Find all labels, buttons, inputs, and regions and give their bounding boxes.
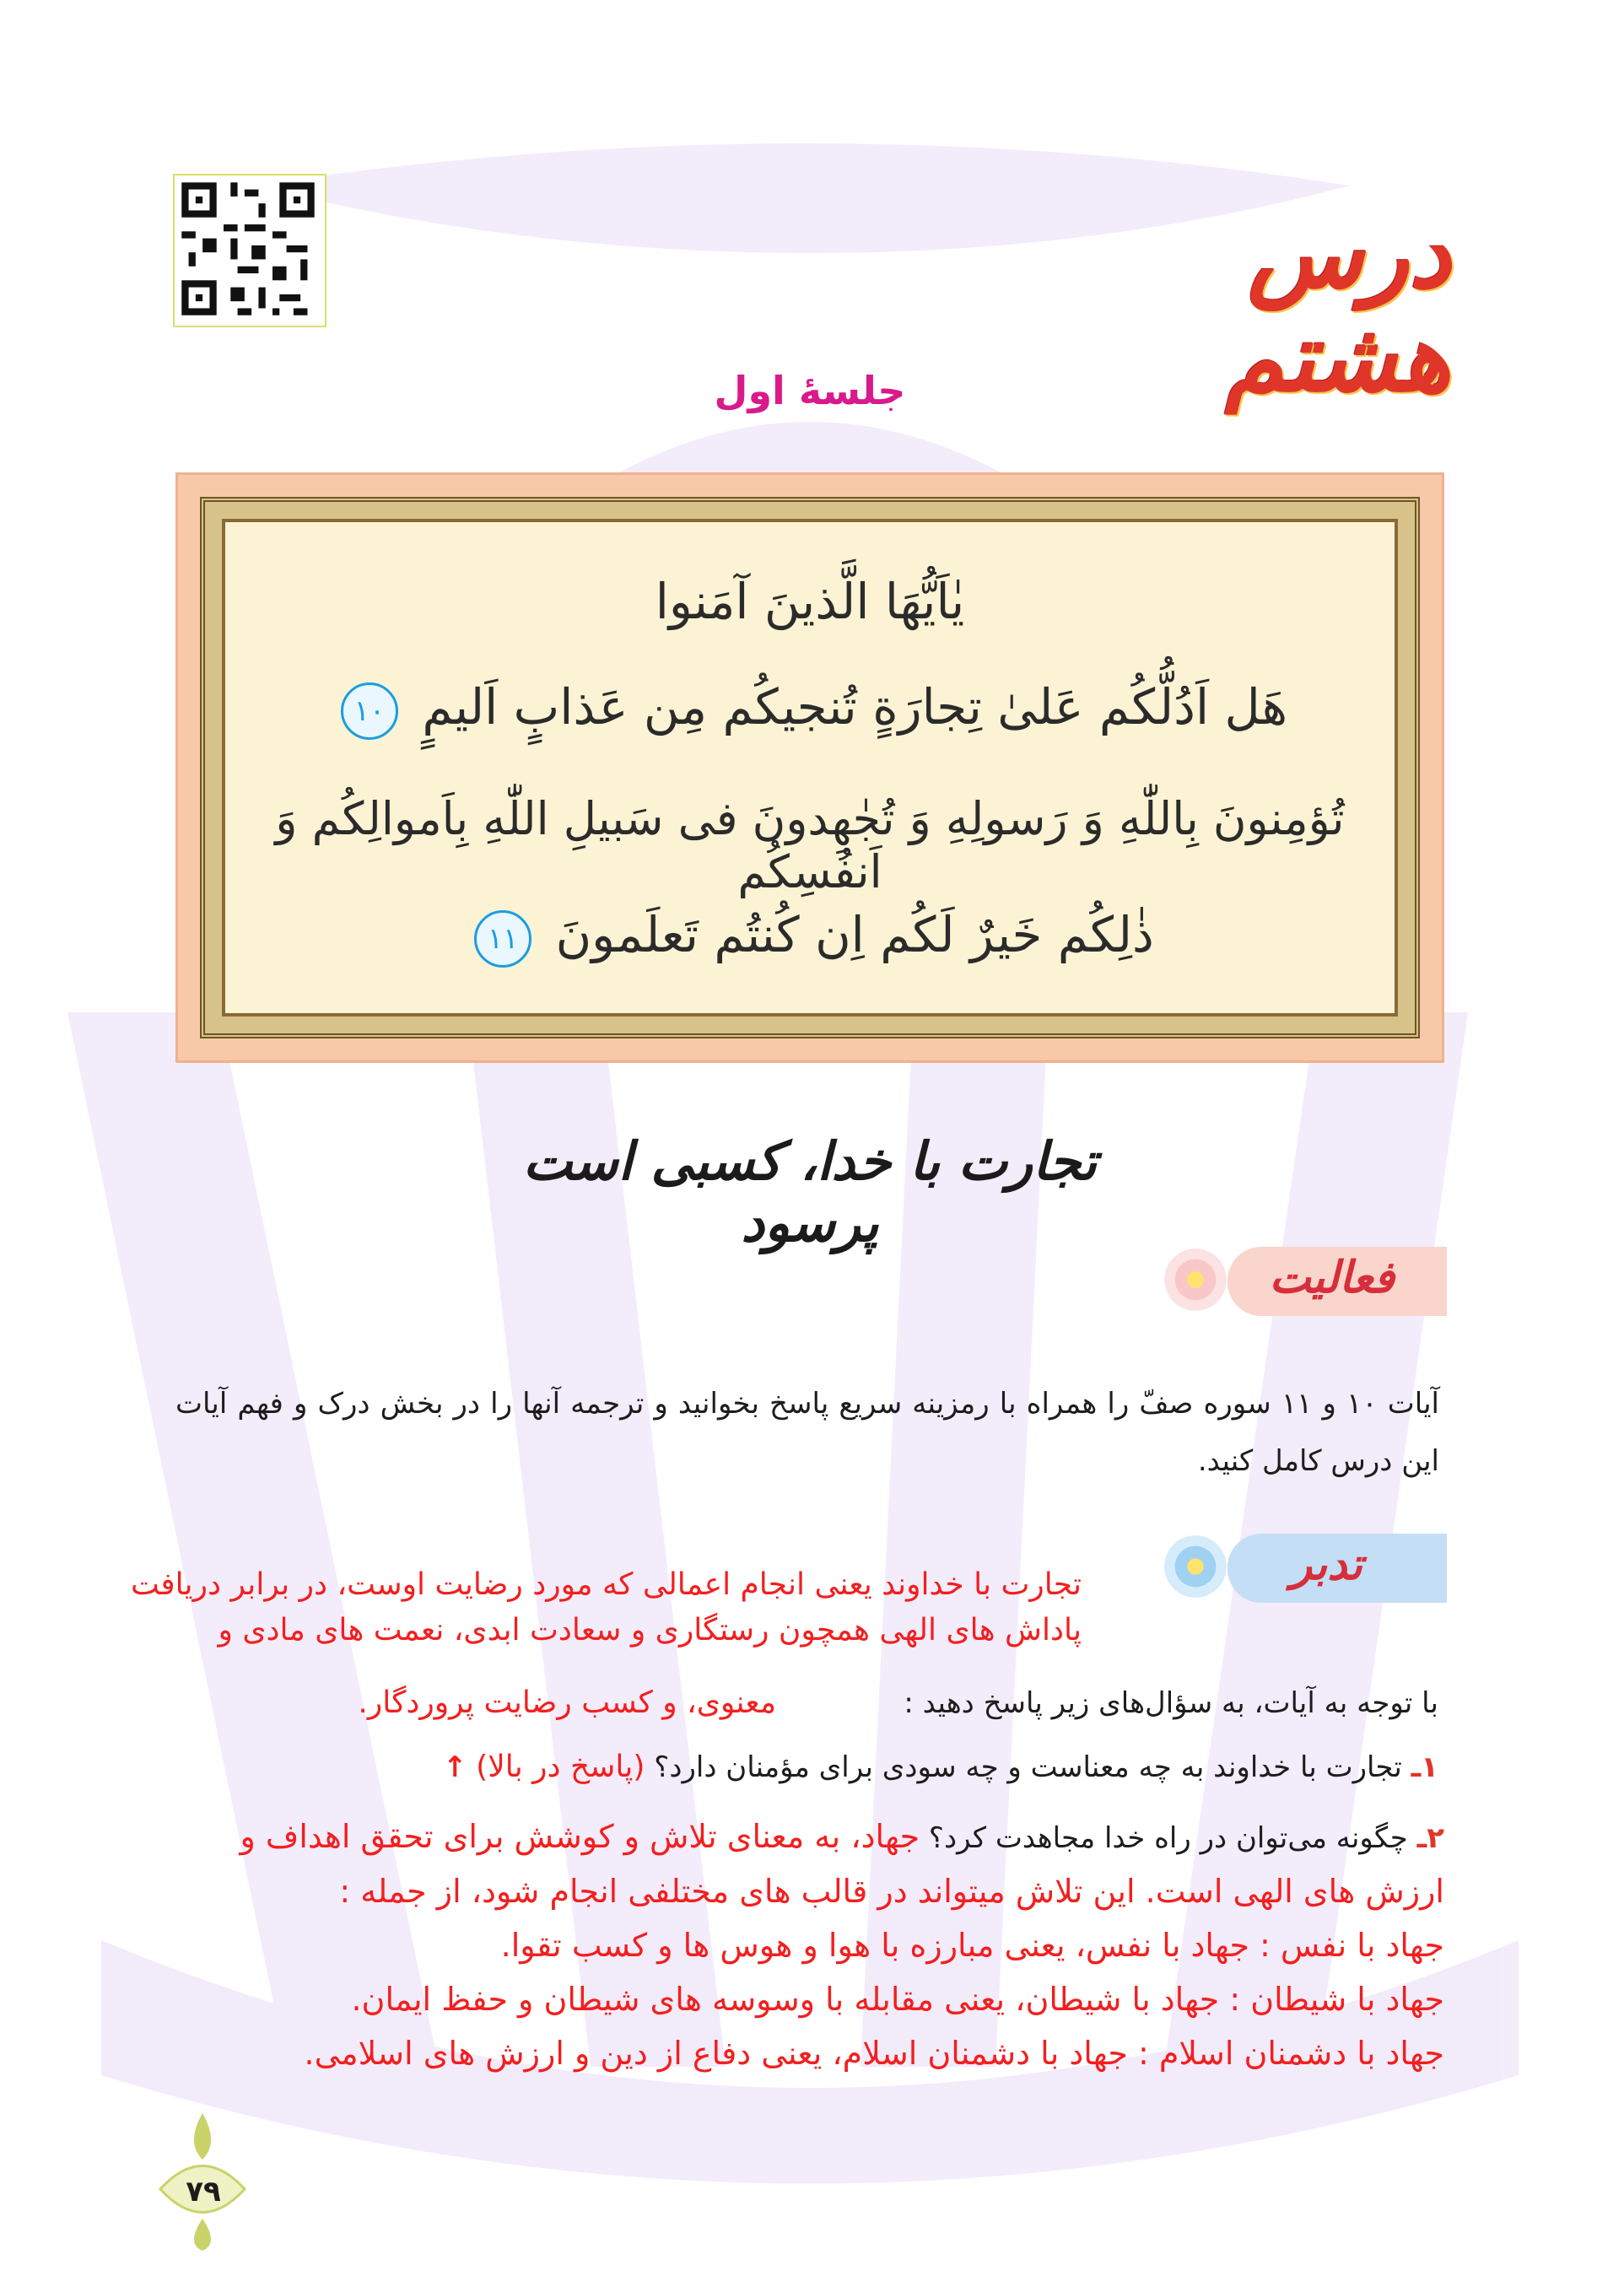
question-text: چگونه می‌توان در راه خدا مجاهدت کرد؟: [928, 1821, 1408, 1855]
quran-verse-frame: [175, 472, 1444, 1063]
verse-line-3: تُؤمِنونَ بِاللّٰهِ وَ رَسولِهِ وَ تُجٰهِدونَ فی سَبیلِ اللّٰهِ بِاَموالِکُم وَ اَنفُسِکُم: [275, 792, 1345, 898]
handwritten-answer-1: تجارت با خداوند یعنی انجام اعمالی که مورد رضایت اوست، در برابر دریافت پاداش های الهی همچون رستگاری و سعادت ابدی، نعمت های مادی و: [131, 1567, 1082, 1648]
answer-line: جهاد با شیطان : جهاد با شیطان، یعنی مقابله با وسوسه های شیطان و حفظ ایمان.: [351, 1981, 1444, 2018]
question-1: [173, 1745, 1438, 1790]
lesson-title: درس هشتم: [1225, 199, 1451, 414]
verse-line-1: یٰاَیُّهَا الَّذینَ آمَنوا: [655, 573, 965, 630]
session-label: جلسهٔ اول: [714, 368, 906, 413]
answer-line: جهاد با نفس : جهاد با نفس، یعنی مبارزه با هوا و هوس ها و کسب تقوا.: [500, 1927, 1444, 1964]
questions-intro: با توجه به آیات، به سؤال‌های زیر پاسخ دهید :: [904, 1686, 1438, 1720]
question-number: ۱ـ: [1411, 1750, 1438, 1784]
verse-number-badge: ۱۱: [474, 910, 531, 968]
activity-text: آیات ۱۰ و ۱۱ سوره صفّ را همراه با رمزینه سریع پاسخ بخوانید و ترجمه آنها را در بخش درک و فهم آیات این درس کامل کنید.: [175, 1387, 1439, 1478]
arrow-up-icon: ↑: [442, 1750, 467, 1784]
question-text: تجارت با خداوند به چه معناست و چه سودی برای مؤمنان دارد؟: [654, 1750, 1402, 1784]
qr-code-icon: [175, 175, 321, 322]
verse-line-4: ذٰلِکُم خَیرٌ لَکُم اِن کُنتُم تَعلَمونَ ۱۱: [225, 906, 1395, 968]
verse-line-2: هَل اَدُلُّکُم عَلیٰ تِجارَةٍ تُنجیکُم مِن عَذابٍ اَلیمٍ ۱۰: [225, 678, 1395, 740]
question-number: ۲ـ: [1416, 1821, 1444, 1855]
handwritten-answer-1-end: معنوی، و کسب رضایت پروردگار.: [358, 1685, 776, 1720]
qr-code[interactable]: [173, 174, 326, 327]
reflection-label: تدبر: [1291, 1539, 1362, 1590]
activity-tab: [1227, 1247, 1447, 1316]
question-2: [57, 1814, 1444, 1861]
flower-ornament-icon: [1164, 1248, 1227, 1311]
quran-verse-panel: [222, 519, 1398, 1017]
verse-number-badge: ۱۰: [341, 682, 398, 740]
question-2-answer-start: جهاد، به معنای تلاش و کوشش برای تحقق اهداف و: [240, 1818, 920, 1855]
answer-line: جهاد با دشمنان اسلام : جهاد با دشمنان اسلام، یعنی دفاع از دین و ارزش های اسلامی.: [304, 2035, 1444, 2072]
activity-label: فعالیت: [1269, 1252, 1395, 1303]
page-number: ۷۹: [186, 2175, 221, 2208]
answer-line: ارزش های الهی است. این تلاش میتواند در قالب های مختلفی انجام شود، از جمله :: [339, 1873, 1444, 1910]
flower-ornament-icon: [1164, 1535, 1227, 1598]
lesson-subtitle: تجارت با خدا، کسبی است پرسود: [522, 1130, 1098, 1254]
question-1-answer: (پاسخ در بالا): [476, 1750, 645, 1784]
reflection-tab: [1227, 1534, 1447, 1603]
